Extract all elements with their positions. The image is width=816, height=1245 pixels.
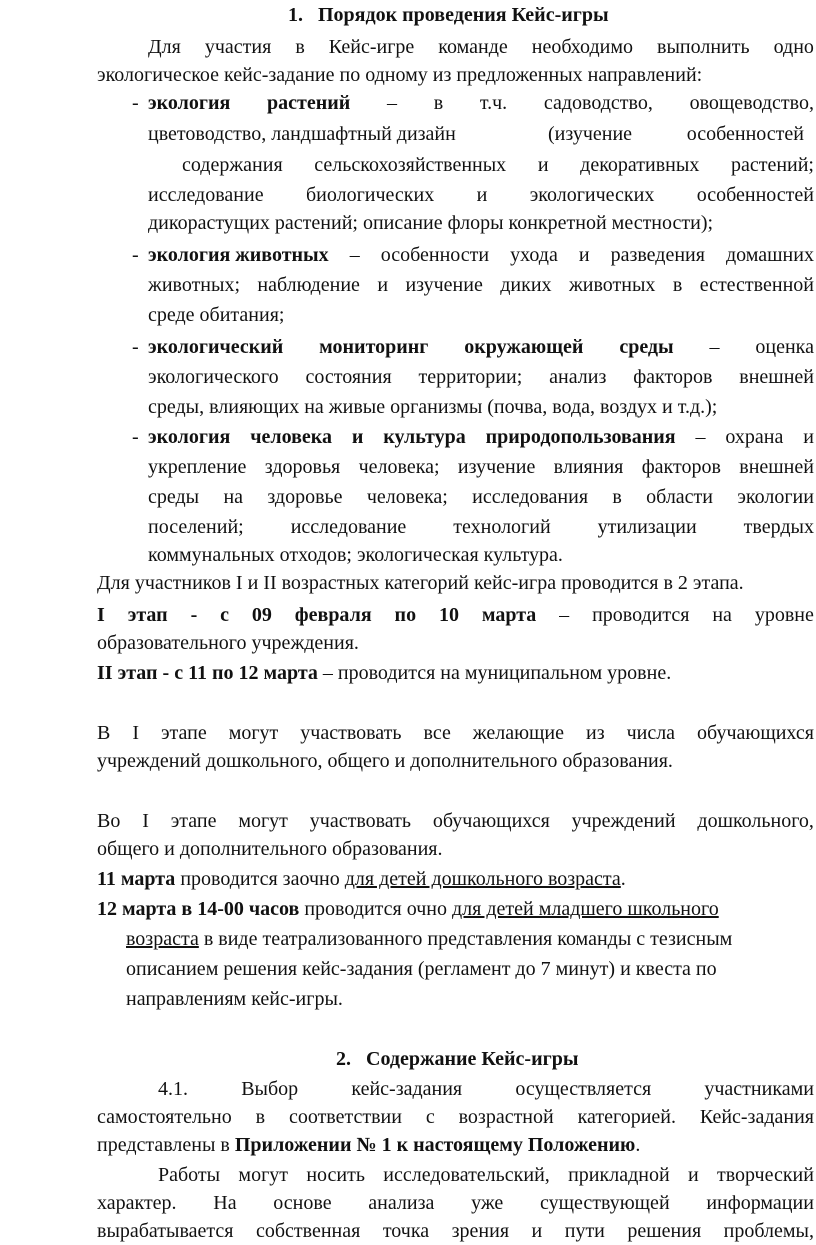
bullet-plants-line-2a: цветоводство, ландшафтный дизайн — [148, 123, 456, 145]
bullet-dash: - — [132, 426, 139, 448]
section-2-heading — [336, 1046, 578, 1072]
bullet-human-line-3: среды на здоровье человека; исследования в области экологии — [148, 486, 814, 508]
bullet-dash: - — [132, 244, 139, 266]
para-1-line-2: учреждений дошкольного, общего и дополнительного образования. — [97, 750, 673, 772]
bullet-animals-line-3: среде обитания; — [148, 304, 285, 326]
bullet-monitoring-line-1: экологический мониторинг окружающей среды – оценка — [148, 336, 814, 358]
s2-p2-line-1: Работы могут носить исследовательский, прикладной и творческий — [158, 1164, 814, 1186]
bullet-human-line-1: экология человека и культура природопользования – охрана и — [148, 426, 814, 448]
s2-p1-line-3: представлены в Приложении № 1 к настоящему Положению. — [97, 1134, 641, 1156]
march-12-line-3: описанием решения кейс-задания (регламент до 7 минут) и квеста по — [126, 958, 717, 980]
intro-line-1: Для участия в Кейс-игре команде необходимо выполнить одно — [148, 36, 814, 58]
bullet-plants-line-5: дикорастущих растений; описание флоры конкретной местности); — [148, 212, 714, 234]
para-2-line-1: Во I этапе могут участвовать обучающихся учреждений дошкольного, — [97, 810, 814, 832]
march-12-line-2: возраста в виде театрализованного представления команды с тезисным — [126, 928, 733, 950]
bullet-animals-line-2: животных; наблюдение и изучение диких животных в естественной — [148, 274, 814, 296]
march-12-line-1: 12 марта в 14-00 часов проводится очно для детей младшего школьного — [97, 898, 719, 920]
section-1-title: Порядок проведения Кейс-игры — [318, 4, 609, 26]
s2-p1-line-2: самостоятельно в соответствии с возрастной категорией. Кейс-задания — [97, 1106, 814, 1128]
stage-2-line: II этап - с 11 по 12 марта – проводится на муниципальном уровне. — [97, 662, 672, 684]
bullet-animals-line-1: экология животных – особенности ухода и разведения домашних — [148, 244, 814, 266]
bullet-plants-line-4: исследование биологических и экологических особенностей — [148, 184, 814, 206]
stage-1-line-2: образовательного учреждения. — [97, 632, 359, 654]
bullet-human-line-4: поселений; исследование технологий утилизации твердых — [148, 516, 814, 538]
march-12-line-4: направлениям кейс-игры. — [126, 988, 343, 1010]
bullet-plants-line-1: экология растений – в т.ч. садоводство, овощеводство, — [148, 92, 814, 114]
bullet-plants-line-3: содержания сельскохозяйственных и декоративных растений; — [182, 154, 814, 176]
bullet-human-line-5: коммунальных отходов; экологическая культура. — [148, 544, 563, 566]
bullet-monitoring-line-3: среды, влияющих на живые организмы (почва, вода, воздух и т.д.); — [148, 396, 718, 418]
bullet-monitoring-line-2: экологического состояния территории; анализ факторов внешней — [148, 366, 814, 388]
bullet-plants-line-2b: (изучение особенностей — [548, 123, 804, 145]
intro-line-2: экологическое кейс-задание по одному из предложенных направлений: — [97, 64, 703, 86]
stage-1-line-1: I этап - с 09 февраля по 10 марта – проводится на уровне — [97, 604, 814, 626]
bullet-human-line-2: укрепление здоровья человека; изучение влияния факторов внешней — [148, 456, 814, 478]
section-1-number: 1. — [288, 4, 303, 26]
s2-p2-line-2: характер. На основе анализа уже существующей информации — [97, 1192, 814, 1214]
s2-p2-line-3: вырабатывается собственная точка зрения и пути решения проблемы, — [97, 1220, 814, 1242]
march-11-line: 11 марта проводится заочно для детей дошкольного возраста. — [97, 868, 626, 890]
bullet-dash: - — [132, 92, 139, 114]
para-1-line-1: В I этапе могут участвовать все желающие из числа обучающихся — [97, 722, 814, 744]
section-2-title: Содержание Кейс-игры — [366, 1048, 579, 1070]
section-2-number: 2. — [336, 1048, 351, 1070]
bullet-dash: - — [132, 336, 139, 358]
section-1-heading — [288, 2, 609, 28]
s2-p1-line-1: 4.1. Выбор кейс-задания осуществляется участниками — [158, 1078, 814, 1100]
para-2-line-2: общего и дополнительного образования. — [97, 838, 443, 860]
stages-intro: Для участников I и II возрастных категорий кейс-игра проводится в 2 этапа. — [97, 572, 744, 594]
